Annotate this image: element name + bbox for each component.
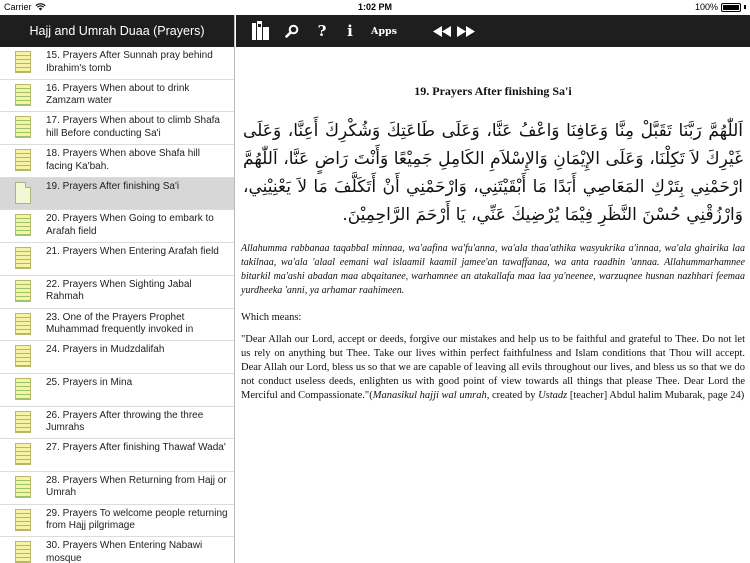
list-item[interactable]	[0, 505, 234, 538]
list-item-label: 15. Prayers After Sunnah pray behind Ibrahim's tomb	[46, 50, 213, 74]
sidebar-title: Hajj and Umrah Duaa (Prayers)	[0, 15, 234, 47]
note-icon	[15, 84, 31, 106]
list-item-label: 23. One of the Prayers Prophet Muhammad frequently invoked in	[46, 311, 194, 335]
sidebar	[0, 15, 235, 563]
clock: 1:02 PM	[357, 2, 392, 12]
battery-indicator	[695, 2, 746, 12]
list-item[interactable]	[0, 210, 234, 243]
search-icon	[285, 24, 299, 38]
rewind-icon	[433, 26, 451, 37]
list-item[interactable]	[0, 112, 234, 145]
note-icon	[15, 411, 31, 433]
info-button[interactable]: i	[347, 22, 353, 40]
meaning-text	[241, 333, 745, 403]
help-button[interactable]: ?	[317, 22, 327, 40]
note-icon	[15, 378, 31, 400]
note-icon	[15, 313, 31, 335]
toolbar	[236, 15, 750, 47]
note-icon	[15, 443, 31, 465]
note-icon	[15, 509, 31, 531]
which-means-label: Which means:	[241, 312, 302, 323]
list-item[interactable]	[0, 178, 234, 211]
note-icon	[15, 247, 31, 269]
source-rank: Ustadz	[538, 390, 568, 401]
list-item-label: 17. Prayers When about to climb Shafa hill Before conducting Sa'i	[46, 115, 220, 139]
list-item[interactable]	[0, 47, 234, 80]
list-item[interactable]	[0, 309, 234, 342]
note-icon	[15, 345, 31, 367]
source-mid: , created by	[486, 390, 539, 401]
list-item-label: 26. Prayers After throwing the three Jumrahs	[46, 409, 204, 434]
source-title: Manasikul hajji wal umrah	[372, 390, 487, 401]
note-icon	[15, 51, 31, 73]
list-item-label: 20. Prayers When Going to embark to Arafah field	[46, 213, 214, 237]
list-item-label: 16. Prayers When about to drink Zamzam water	[46, 82, 190, 107]
previous-button[interactable]	[432, 15, 452, 47]
next-button[interactable]	[456, 15, 476, 47]
meaning-body: "Dear Allah our Lord, accept or deeds, forgive our mistakes and help us to be faithful and grateful to Thee. Do not let us rely on anything but Thee. Take our lives within perfect faithfulness and Islam conditions that Thou will accept. Dear Allah our Lord, bless us so that we are capable of leaving all evils throughout our lives, and bless us so that we do not conduct useless deeds, enlighten us with good point of view towards all things that please Thee. Dear Lord the Merciful and Compassionate."(	[241, 334, 745, 401]
battery-percent: 100%	[694, 2, 718, 12]
list-item-label: 24. Prayers in Mudzdalifah	[46, 344, 165, 356]
list-item[interactable]	[0, 80, 234, 113]
page-title: 19. Prayers After finishing Sa'i	[414, 84, 572, 98]
search-button[interactable]	[282, 15, 302, 47]
list-item-label: 21. Prayers When Entering Arafah field	[46, 246, 219, 258]
transliteration-text: Allahumma rabbanaa taqabbal minnaa, wa'aafina wa'fu'anna, wa'ala thaa'athika wasyukrika a'innaa, wa'ala ghairika laa takilnaa, wa'ala 'alaal eemani wal islaamil kaamil jamee'an tawaffanaa, wa anta raadhin 'annaa. Allahummarhamnee bitarkil ma'ashi abadan maa abqaitanee, warhamnee an atakallafa maa laa ya'neenee, warzuqnee husnan nazhhari feemaa yurdheeka 'anni, ya arhamar raahimeen.	[241, 243, 745, 296]
list-item[interactable]	[0, 537, 234, 563]
list-item[interactable]	[0, 145, 234, 178]
prayer-content	[236, 47, 750, 563]
note-icon	[15, 541, 31, 563]
note-icon	[15, 116, 31, 138]
note-icon	[15, 280, 31, 302]
list-item-label: 27. Prayers After finishing Thawaf Wada'	[46, 442, 226, 454]
list-item-label: 18. Prayers When above Shafa hill facing Ka'bah.	[46, 148, 200, 172]
list-item-label: 22. Prayers When Sighting Jabal Rahmah	[46, 278, 192, 303]
list-item[interactable]	[0, 439, 234, 472]
list-item[interactable]	[0, 276, 234, 309]
arabic-text: اَللّٰهُمَّ رَبَّنَا تَقَبَّلْ مِنَّا وَعَافِنَا وَاعْفُ عَنَّا، وَعَلَى طَاعَتِكَ وَشُكْرِكَ أَعِنَّا، وَعَلَى غَيْرِكَ لاَ تَكِلْنَا، وَعَلَى الإِيْمَانِ وَالإِسْلاَمِ الكَامِلِ جَمِيْعًا وَأَنْتَ رَاضٍ عَنَّا، اَللّٰهُمَّ ارْحَمْنِي بِتَرْكِ المَعَاصِي أَبَدًا مَا أَبْقَيْتَنِي، وَارْحَمْنِي أَنْ أَتَكَلَّفَ مَا لاَ يَعْنِيْنِي، وَارْزُقْنِي حُسْنَ النَّظَرِ فِيْمَا يُرْضِيكَ عَنِّي، يَا أَرْحَمَ الرَّاحِمِيْنَ.	[243, 121, 743, 225]
list-item[interactable]	[0, 243, 234, 276]
list-item-label: 28. Prayers When Returning from Hajj or Umrah	[46, 474, 227, 499]
note-icon	[15, 149, 31, 171]
apps-button[interactable]: Apps	[370, 25, 397, 37]
list-item[interactable]	[0, 407, 234, 440]
list-item-label: 19. Prayers After finishing Sa'i	[46, 180, 180, 192]
list-item[interactable]	[0, 472, 234, 505]
carrier-label: Carrier	[4, 2, 32, 12]
note-icon	[15, 214, 31, 236]
fast-forward-icon	[457, 26, 475, 37]
list-item-label: 29. Prayers To welcome people returning from Hajj pilgrimage	[46, 507, 228, 532]
source-end: [teacher] Abdul halim Mubarak, page 24)	[567, 390, 745, 401]
list-item-label: 30. Prayers When Entering Nabawi mosque	[46, 540, 203, 563]
list-item[interactable]	[0, 341, 234, 374]
prayer-list[interactable]	[0, 47, 234, 563]
list-item-label: 25. Prayers in Mina	[46, 376, 133, 388]
note-icon	[15, 476, 31, 498]
battery-icon	[721, 3, 741, 12]
book-logo-icon[interactable]	[249, 15, 273, 47]
status-bar	[0, 0, 750, 15]
note-icon	[15, 182, 31, 204]
list-item[interactable]	[0, 374, 234, 407]
